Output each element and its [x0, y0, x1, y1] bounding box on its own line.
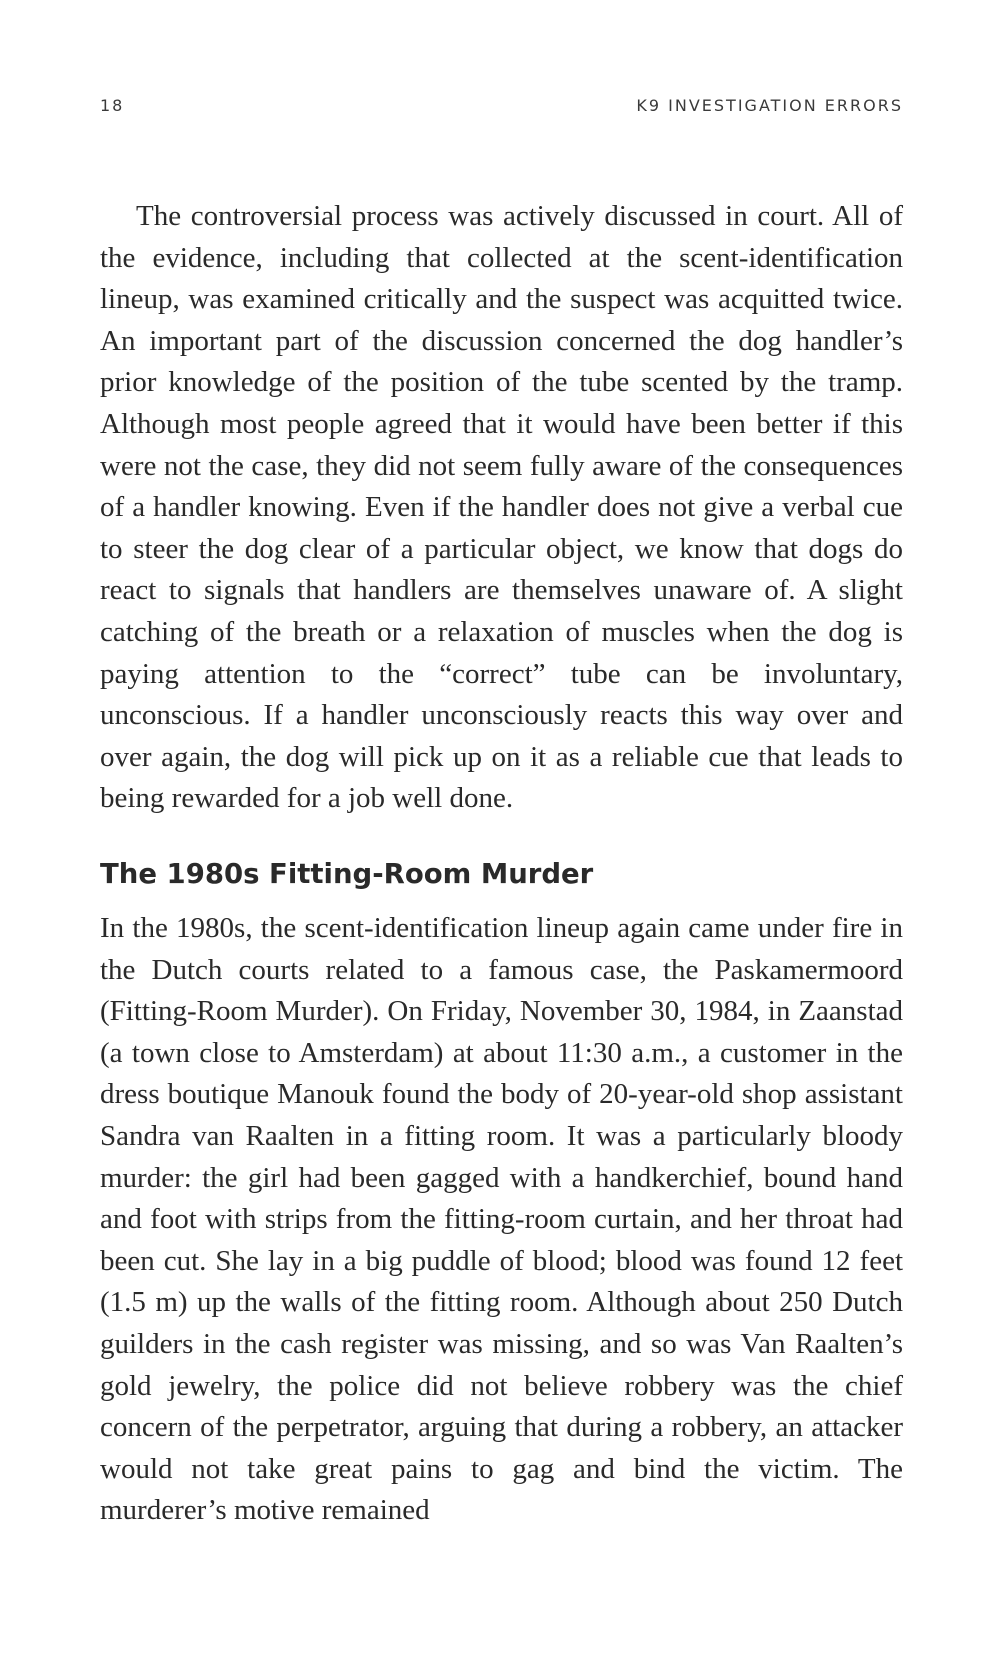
- section-heading: The 1980s Fitting-Room Murder: [100, 858, 594, 890]
- body-paragraph: The controversial process was actively discussed in court. All of the evidence, including that collected at the scent-identification lineup, was examined critically and the suspect was acquitted twice. An important part of the discussion concerned the dog handler’s prior knowledge of the position of the tube scented by the tramp. Although most people agreed that it would have been better if this were not the case, they did not seem fully aware of the consequences of a handler knowing. Even if the handler does not give a verbal cue to steer the dog clear of a particular object, we know that dogs do react to signals that handlers are themselves unaware of. A slight catching of the breath or a relaxation of muscles when the dog is paying attention to the “correct” tube can be involuntary, unconscious. If a handler unconsciously reacts this way over and over again, the dog will pick up on it as a reliable cue that leads to being rewarded for a job well done.: [100, 200, 903, 815]
- running-title: K9 INVESTIGATION ERRORS: [636, 96, 903, 115]
- page-number: 18: [100, 96, 125, 115]
- running-head: [100, 96, 903, 120]
- section-paragraph: In the 1980s, the scent-identification lineup again came under fire in the Dutch courts related to a famous case, the Paskamermoord (Fitting-Room Murder). On Friday, November 30, 1984, in Zaanstad (a town close to Amsterdam) at about 11:30 a.m., a customer in the dress boutique Manouk found the body of 20-year-old shop assistant Sandra van Raalten in a fitting room. It was a particularly bloody murder: the girl had been gagged with a handkerchief, bound hand and foot with strips from the fitting-room curtain, and her throat had been cut. She lay in a big puddle of blood; blood was found 12 feet (1.5 m) up the walls of the fitting room. Although about 250 Dutch guilders in the cash register was missing, and so was Van Raalten’s gold jewelry, the police did not believe robbery was the chief concern of the perpetrator, arguing that during a robbery, an attacker would not take great pains to gag and bind the victim. The murderer’s motive remained: [100, 912, 903, 1527]
